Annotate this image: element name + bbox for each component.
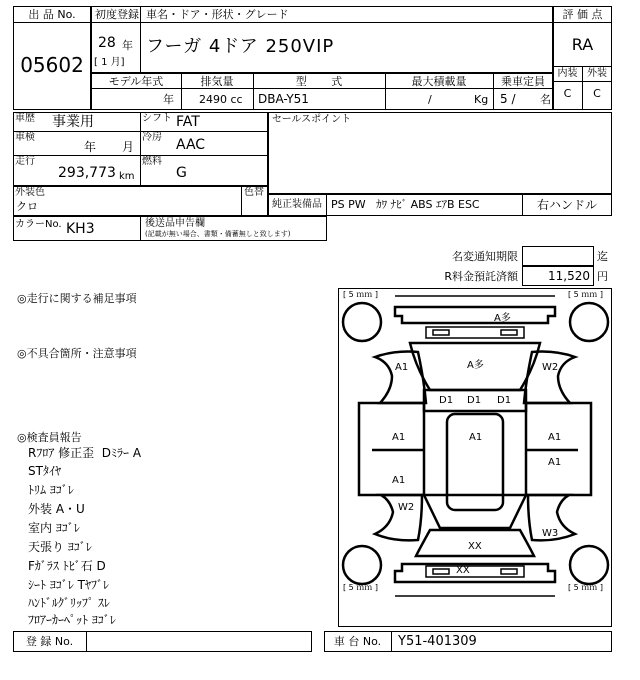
- displacement-value: 2490 cc: [199, 93, 243, 106]
- color-no-label: カラーNo.: [15, 219, 62, 230]
- ac-label: 冷房: [142, 132, 162, 143]
- max-load-unit: Kg: [474, 93, 489, 106]
- vehicle-name-label: 車名・ドア・形状・グレード: [146, 8, 289, 21]
- recycle-label: R料金預託済額: [444, 270, 518, 283]
- code-right-front-door: A1: [548, 432, 562, 443]
- report-line: ﾌﾛｱｰｶｰﾍﾟｯﾄ ﾖｺﾞﾚ: [28, 613, 116, 627]
- capacity-unit: 名: [540, 93, 551, 106]
- color-label: 外装色: [15, 187, 45, 198]
- history-value: 事業用: [52, 114, 94, 130]
- deadline-label: 名変通知期限: [452, 250, 518, 263]
- capacity-value: 5 /: [500, 92, 516, 106]
- code-left-rear-door: A1: [392, 475, 406, 486]
- type-label: 型 式: [295, 75, 343, 88]
- inspection-month: 月: [122, 140, 135, 154]
- code-rear-bumper: XX: [456, 565, 470, 576]
- code-roof: A1: [469, 432, 483, 443]
- code-left-rear-fender: W2: [398, 502, 415, 513]
- color-change-label: 色替: [244, 187, 264, 198]
- code-hood: A多: [467, 360, 484, 371]
- code-windshield-2: D1: [467, 395, 482, 406]
- car-outline-svg: [339, 289, 611, 626]
- color-value: クロ: [16, 200, 38, 213]
- history-label: 車歴: [15, 113, 35, 124]
- inspection-label: 車検: [15, 132, 35, 143]
- code-right-rear-door: A1: [548, 457, 562, 468]
- report-line: 天張り ﾖｺﾞﾚ: [28, 540, 92, 554]
- mileage-label: 走行: [15, 156, 35, 167]
- inspector-report-label: ◎検査員報告: [17, 431, 82, 444]
- tire-depth-rear-right: [ 5 ｍｍ ]: [568, 583, 603, 592]
- model-year-label: モデル年式: [108, 75, 164, 88]
- interior-label: 内装: [557, 68, 578, 79]
- first-reg-month: [ 1 月]: [94, 57, 125, 68]
- exterior-label: 外装: [587, 68, 607, 79]
- ac-value: AAC: [176, 137, 206, 153]
- first-reg-year: 28: [98, 35, 116, 51]
- code-windshield-1: D1: [439, 395, 454, 406]
- color-box: [13, 186, 268, 216]
- registration-no-label: 登 録 No.: [25, 635, 74, 648]
- type-value: DBA-Y51: [258, 92, 309, 106]
- report-line: Rﾌﾛｱ 修正歪 Dﾐﾗｰ A: [28, 446, 142, 460]
- shift-value: FAT: [176, 114, 200, 130]
- recycle-value: 11,520: [548, 269, 590, 283]
- driving-notes-label: ◎走行に関する補足事項: [17, 292, 137, 305]
- code-right-rear-fender: W3: [542, 528, 559, 539]
- code-front-bumper: A多: [494, 313, 511, 324]
- report-line: STﾀｲﾔ: [28, 464, 61, 478]
- deadline-unit: 迄: [597, 250, 608, 263]
- chassis-no-label: 車 台 No.: [333, 635, 382, 648]
- max-load-slash: /: [428, 93, 432, 106]
- shift-label: シフト: [142, 113, 172, 124]
- report-line: ﾊﾝﾄﾞﾙｸﾞﾘｯﾌﾟ ｽﾚ: [28, 596, 110, 610]
- displacement-label: 排気量: [200, 75, 234, 88]
- lot-no-label: 出 品 No.: [28, 8, 76, 21]
- exterior-grade: C: [593, 87, 601, 100]
- defect-notes-label: ◎不具合箇所・注意事項: [17, 347, 137, 360]
- damage-diagram: [338, 288, 612, 627]
- interior-grade: C: [563, 87, 572, 100]
- rating-label: 評 価 点: [562, 8, 603, 21]
- tire-depth-rear-left: [ 5 ｍｍ ]: [343, 583, 378, 592]
- color-no-value: KH3: [66, 221, 95, 237]
- lot-no-value: 05602: [20, 53, 84, 77]
- code-left-front-door: A1: [392, 432, 406, 443]
- post-docs-label: 後送品申告欄: [145, 218, 205, 229]
- mileage-value: 293,773: [58, 165, 116, 181]
- steering-side: 右ハンドル: [536, 198, 597, 212]
- code-trunk: XX: [468, 541, 482, 552]
- post-docs-note: (記載が無い場合、書類・備蓄無しと致します): [145, 230, 291, 238]
- capacity-label: 乗車定員: [501, 75, 545, 88]
- chassis-no-value: Y51-401309: [398, 634, 477, 649]
- code-left-front-fender: A1: [395, 362, 409, 373]
- sales-point-label: セールスポイント: [272, 114, 352, 125]
- fuel-value: G: [176, 165, 187, 181]
- fuel-label: 燃料: [142, 156, 162, 167]
- recycle-unit: 円: [597, 270, 608, 283]
- max-load-label: 最大積載量: [411, 75, 467, 88]
- mileage-unit: km: [119, 171, 135, 182]
- model-year-unit: 年: [163, 93, 174, 106]
- tire-depth-front-right: [ 5 ｍｍ ]: [568, 290, 603, 299]
- equipment-label: 純正装備品: [272, 199, 322, 210]
- report-line: 外装 A・U: [28, 502, 85, 516]
- code-right-front-fender: W2: [542, 362, 559, 373]
- first-reg-year-unit: 年: [122, 39, 133, 52]
- code-windshield-3: D1: [497, 395, 512, 406]
- report-line: 室内 ﾖｺﾞﾚ: [28, 521, 80, 535]
- equipment-list: PS PW ｶﾜ ﾅﾋﾞ ABS ｴｱB ESC: [331, 198, 480, 211]
- vehicle-name: フーガ 4ドア 250VIP: [146, 36, 335, 57]
- report-line: Fｶﾞﾗｽ ﾄﾋﾞ石 D: [28, 559, 106, 573]
- overall-rating: RA: [571, 35, 594, 54]
- tire-depth-front-left: [ 5 ｍｍ ]: [343, 290, 378, 299]
- deadline-field: [522, 246, 594, 266]
- report-line: ﾄﾘﾑ ﾖｺﾞﾚ: [28, 483, 74, 497]
- inspection-year: 年: [84, 140, 97, 154]
- report-line: ｼｰﾄ ﾖｺﾞﾚ Tﾔﾌﾞﾚ: [28, 578, 109, 592]
- first-reg-label: 初度登録: [95, 8, 139, 21]
